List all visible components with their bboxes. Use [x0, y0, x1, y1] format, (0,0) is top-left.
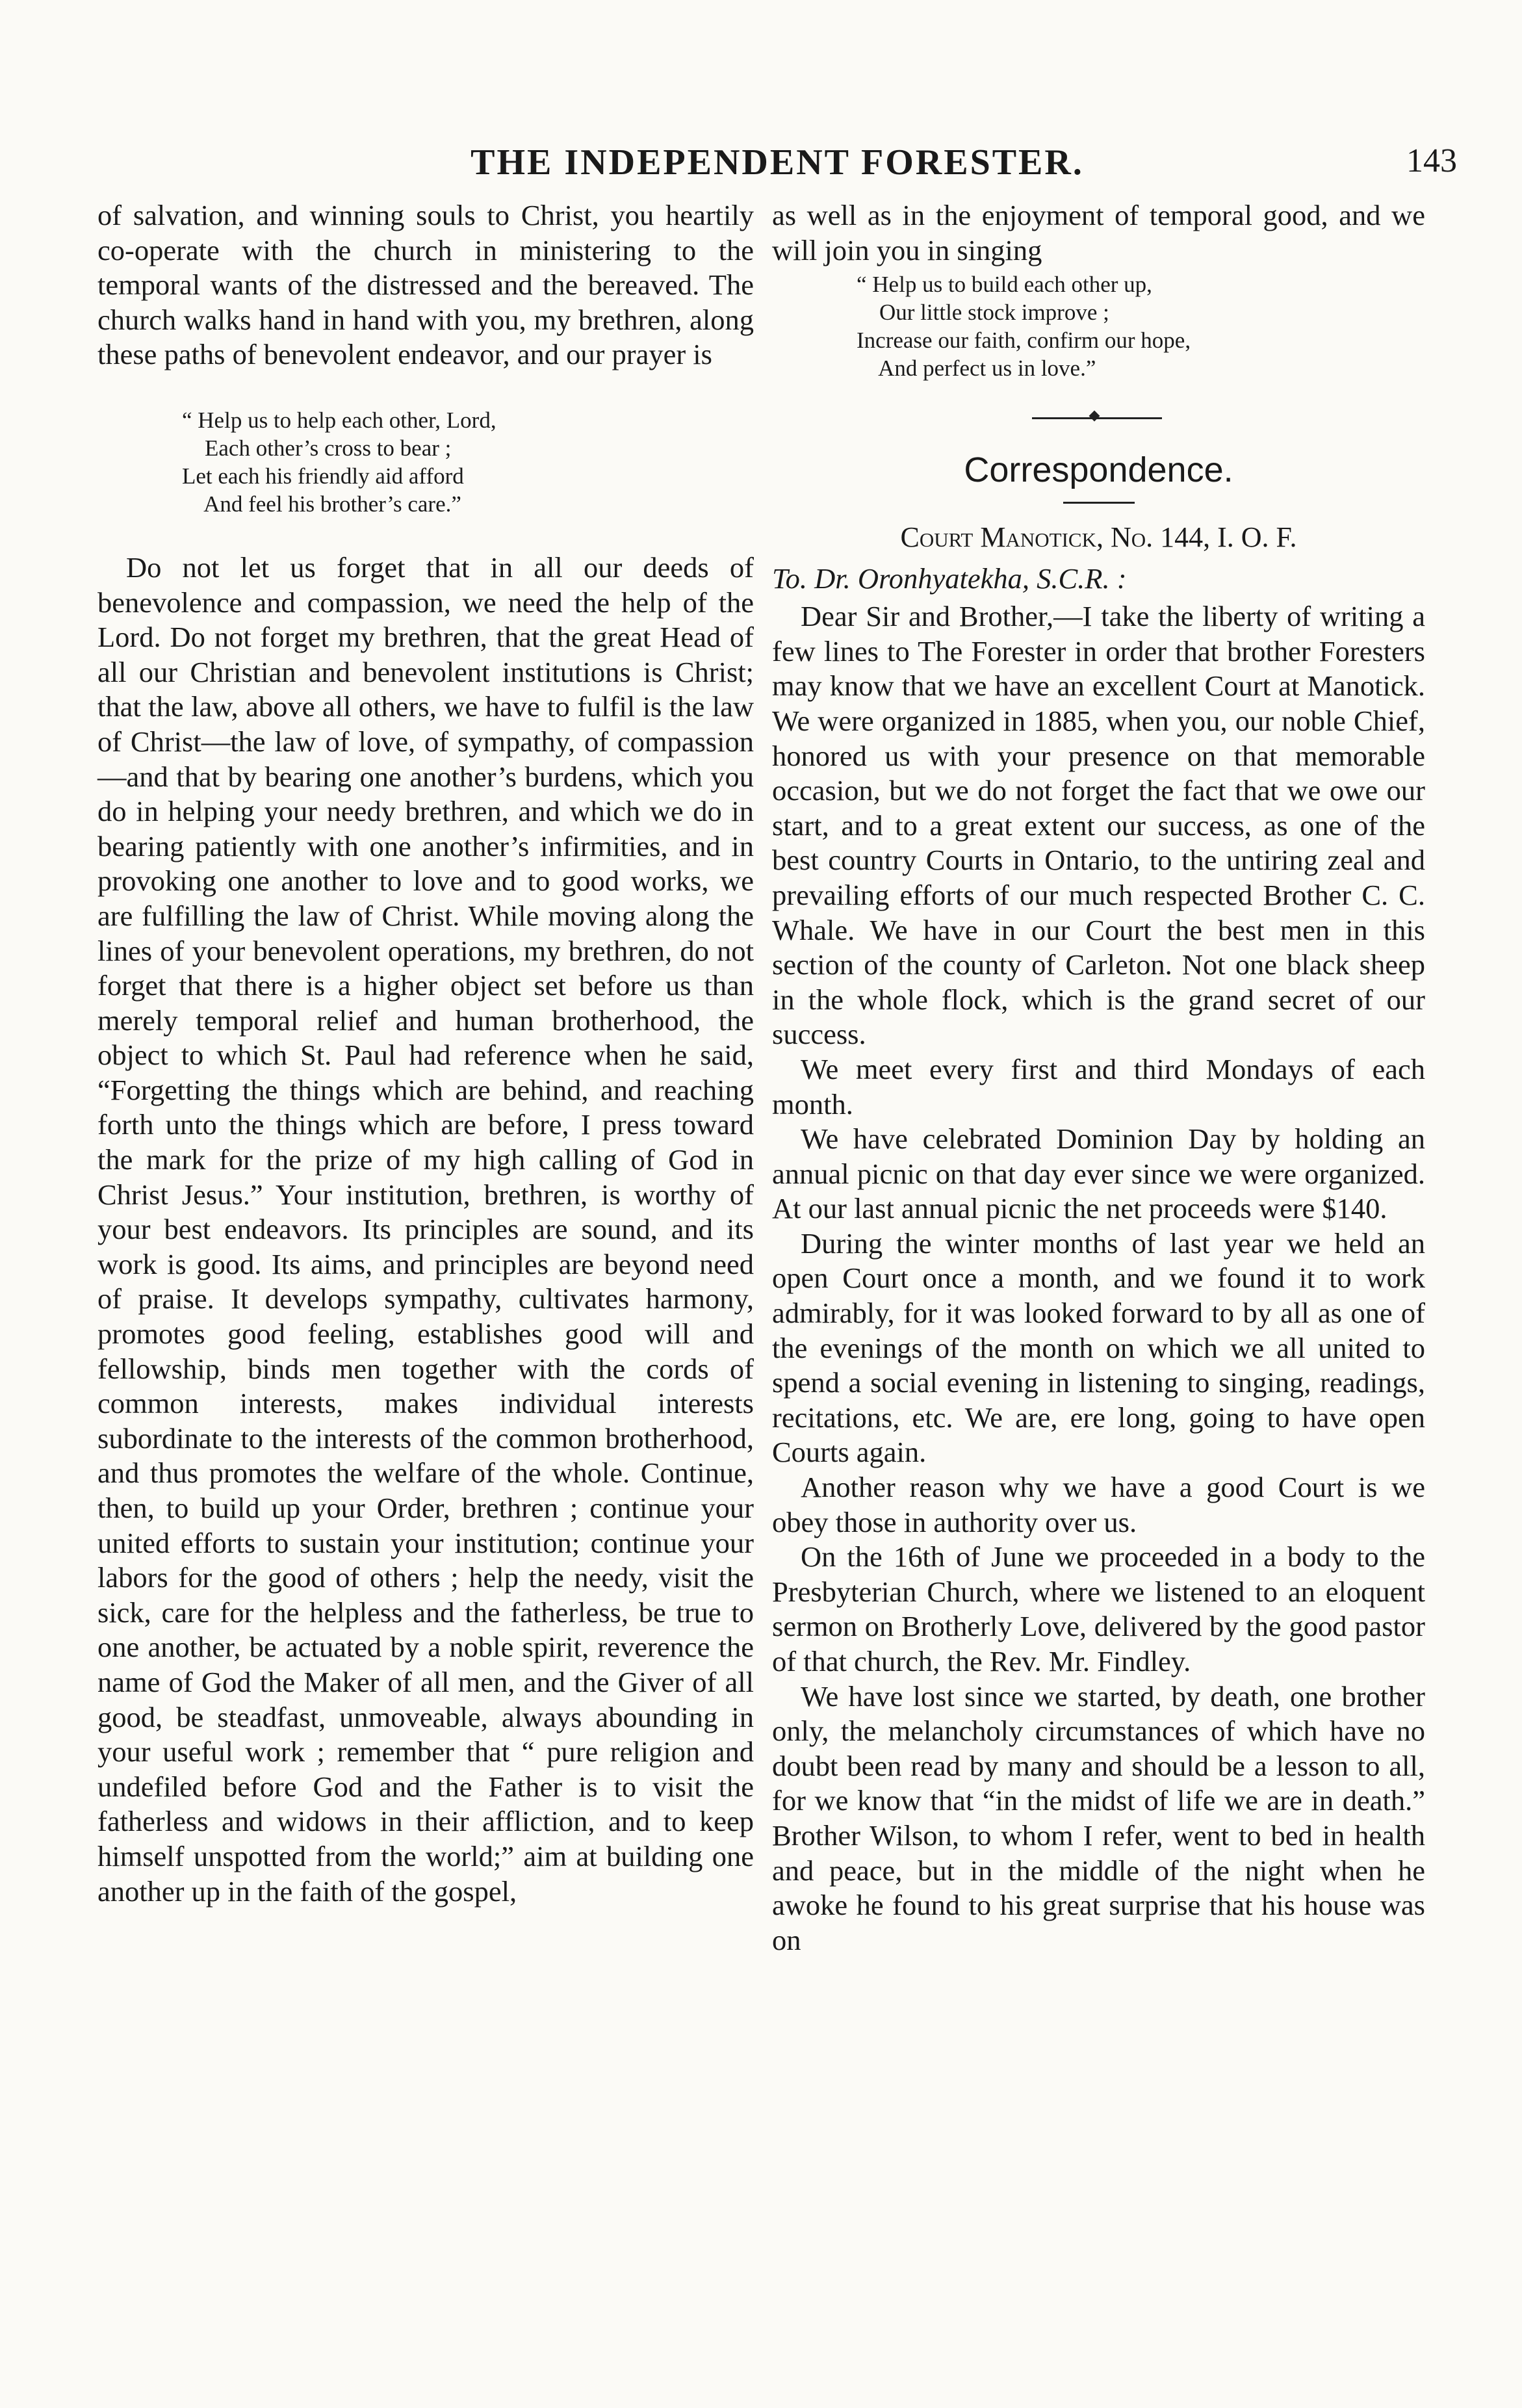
page-header [97, 142, 1457, 194]
verse-line: Increase our faith, confirm our hope, [857, 328, 1191, 354]
heading-rule [1063, 502, 1135, 504]
letter-paragraph: Dear Sir and Brother,—I take the liberty of writing a few lines to The Forester in order that brother Foresters may know that we have an excellent Court at Manotick. We were organized in 1885, when you, our noble Chief, honored us with your presence on that memorable occasion, but we do not forget the fact that we owe our start, and to a great extent our success, as one of the best country Courts in Ontario, to the untiring zeal and prevailing efforts of our much respected Brother C. C. Whale. We have in our Court the best men in this section of the county of Carleton. Not one black sheep in the whole flock, which is the grand secret of our success. [772, 600, 1425, 1051]
letter-paragraph: On the 16th of June we proceeded in a body to the Presbyterian Church, where we listened to an eloquent sermon on Brotherly Love, delivered by the good pastor of that church, the Rev. Mr. Findley. [772, 1540, 1425, 1677]
verse-line: Each other’s cross to bear ; [182, 435, 452, 461]
letter-salutation: To. Dr. Oronhyatekha, S.C.R. : [772, 562, 1127, 595]
left-hymn-verse [182, 406, 754, 518]
verse-line: “ Help us to help each other, Lord, [182, 407, 497, 433]
right-column [772, 198, 1425, 1958]
letter-paragraph: Another reason why we have a good Court is we obey those in authority over us. [772, 1471, 1425, 1538]
right-paragraph-1: as well as in the enjoyment of temporal good, and we will join you in singing [772, 199, 1425, 266]
letter-paragraph: During the winter months of last year we held an open Court once a month, and we found it to work admirably, for it was looked forward to by all as one of the evenings of the month on which we all united to spend a social evening in listening to singing, readings, recitations, etc. We are, ere long, going to have open Courts again. [772, 1226, 1425, 1469]
verse-line: Our little stock improve ; [857, 300, 1109, 326]
right-hymn-verse [857, 270, 1425, 382]
verse-line: Let each his friendly aid afford [182, 463, 464, 489]
section-heading: Correspondence. [964, 450, 1233, 490]
diamond-ornament-icon [1089, 411, 1100, 422]
running-title: THE INDEPENDENT FORESTER. [471, 142, 1084, 183]
left-column [97, 198, 754, 1909]
verse-line: And feel his brother’s care.” [182, 491, 461, 517]
letter-paragraph: We have lost since we started, by death, one brother only, the melancholy circumstances of which have no doubt been read by many and should be a lesson to all, for we know that “in the midst of life we are in death.” Brother Wilson, to whom I refer, went to bed in health and peace, but in the middle of the night when he awoke he found to his great surprise that his house was on [772, 1679, 1425, 1956]
verse-line: And perfect us in love.” [857, 356, 1096, 382]
left-paragraph-2: Do not let us forget that in all our deeds of benevolence and compassion, we need the help of the Lord. Do not forget my brethren, that the great Head of all our Christian and benevolent institutions is Christ; that the law, above all others, we have to fulfil is the law of Christ—the law of love, of sympathy, of compassion—and that by bearing one another’s burdens, which you do in helping your needy brethren, and which we do in bearing patiently with one another’s infirmities, and in provoking one another to love and to good works, we are fulfilling the law of Christ. While moving along the lines of your benevolent operations, my brethren, do not forget that there is a higher object set before us than merely temporal relief and human brotherhood, the object to which St. Paul had reference when he said, “Forgetting the things which are behind, and reaching forth unto the things which are before, I press toward the mark for the prize of my high calling of God in Christ Jesus.” Your institution, brethren, is worthy of your best endeavors. Its principles are sound, and its work is good. Its aims, and principles are beyond need of praise. It develops sympathy, cultivates harmony, promotes good feeling, establishes good will and fellowship, binds men together with the cords of common interests, makes individual interests subordinate to the interests of the common brotherhood, and thus promotes the welfare of the whole. Continue, then, to build up your Order, brethren ; continue your united efforts to sustain your institution; continue your labors for the good of others ; help the needy, visit the sick, care for the helpless and the fatherless, be true to one another, be actuated by a noble spirit, reverence the name of God the Maker of all men, and the Giver of all good, be steadfast, unmoveable, always abounding in your useful work ; remember that “ pure religion and undefiled before God and the Father is to visit the fatherless and widows in their affliction, and to keep himself unspotted from the world;” aim at building one another up in the faith of the gospel, [97, 550, 754, 1908]
verse-line: “ Help us to build each other up, [857, 272, 1152, 298]
left-paragraph-1: of salvation, and winning souls to Christ, you heartily co-operate with the church in ministering to the temporal wants of the distressed and the bereaved. The church walks hand in hand with you, my brethren, along these paths of benevolent endeavor, and our prayer is [97, 199, 754, 371]
ornamental-divider [772, 406, 1425, 432]
letter-paragraph: We meet every first and third Mondays of each month. [772, 1052, 1425, 1120]
page-number: 143 [1406, 142, 1457, 179]
letter-paragraph: We have celebrated Dominion Day by holding an annual picnic on that day ever since we were organized. At our last annual picnic the net proceeds were $140. [772, 1122, 1425, 1225]
court-heading: Court Manotick, No. 144, I. O. F. [900, 521, 1297, 554]
